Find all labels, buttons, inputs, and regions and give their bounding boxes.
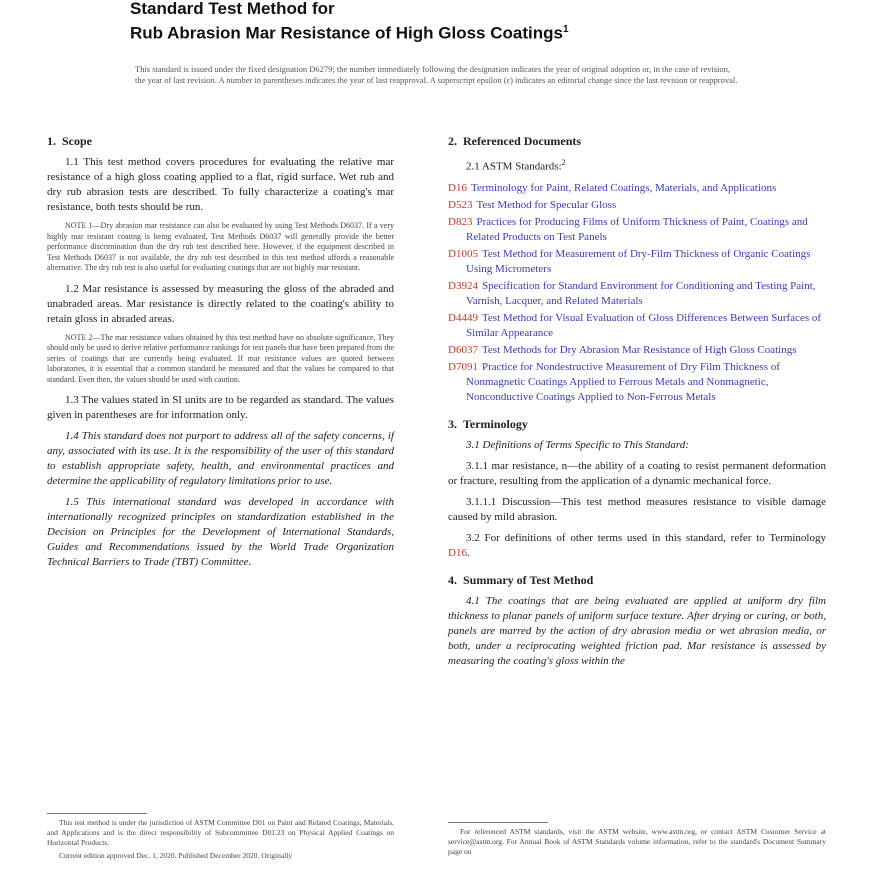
reference-code-link[interactable]: D16 bbox=[448, 181, 467, 194]
left-column bbox=[47, 134, 394, 576]
reference-title-link[interactable]: Practice for Nondestructive Measurement of Dry Film Thickness of Nonmagnetic Coatings Applied to Ferrous Metals and Nonmagnetic, Nonconductive Coatings Applied to Non-Ferrous Metals bbox=[466, 360, 780, 403]
footnote-rule-right bbox=[448, 822, 548, 823]
footnote-2: For referenced ASTM standards, visit the ASTM website, www.astm.org, or contact ASTM Customer Service at service@astm.org. For Annual Book of ASTM Standards volume information, refer to the standard's Document Summary page on bbox=[448, 827, 826, 856]
paragraph-3-1: 3.1 Definitions of Terms Specific to This Standard: bbox=[466, 438, 689, 451]
footnote-1-continued: Current edition approved Dec. 1, 2020. Published December 2020. Originally bbox=[59, 851, 293, 860]
note-2: NOTE 2—The mar resistance values obtained by this test method have no absolute significance. They should only be used to derive relative performance rankings for test panels that have been prepared from the series of coatings that are currently being evaluated. If mar resistance values are quoted between laboratories, it is essential that a common standard be measured and that the values be compared to that standard. Even then, the values should be used with caution. bbox=[47, 332, 394, 384]
reference-item bbox=[448, 181, 826, 196]
reference-item bbox=[448, 311, 826, 341]
reference-code-link[interactable]: D4449 bbox=[448, 311, 478, 324]
note-1: NOTE 1—Dry abrasion mar resistance can also be evaluated by using Test Methods D6037. If a very highly mar resistant coating is being evaluated, Test Methods D6037 will generally provide the better performance discrimination than the dry rub test described here. However, if the equipment described in Test Methods D6037 is not available, the dry rub test described in this test method affords a reasonable alternative. The dry rub test is also useful for evaluating coatings that are not highly mar resistant. bbox=[47, 221, 394, 272]
paragraph-1-3: 1.3 The values stated in SI units are to be regarded as standard. The values given in parentheses are for information only. bbox=[47, 394, 394, 421]
reference-item bbox=[448, 343, 826, 358]
reference-code-link[interactable]: D1005 bbox=[448, 247, 478, 260]
footnotes-left bbox=[47, 818, 394, 864]
designation-notice: This standard is issued under the fixed designation D6279; the number immediately following the designation indicates the year of original adoption or, in the case of revision, the year of last revision. A number in parentheses indicates the year of last reapproval. A superscript epsilon (ε) indicates an editorial change since the last revision or reapproval. bbox=[135, 64, 738, 85]
title-line-2: Rub Abrasion Mar Resistance of High Gloss Coatings$^1$ bbox=[130, 23, 569, 43]
section-heading-summary: 4. Summary of Test Method bbox=[448, 572, 594, 587]
reference-item bbox=[448, 279, 826, 309]
section-heading-terminology: 3. Terminology bbox=[448, 416, 528, 431]
section-heading-scope: 1. Scope bbox=[47, 134, 92, 148]
reference-item bbox=[448, 215, 826, 245]
reference-code-link[interactable]: D3924 bbox=[448, 279, 478, 292]
paragraph-1-1: 1.1 This test method covers procedures for evaluating the relative mar resistance of a high gloss coating applied to a flat, rigid surface. Wet rub and dry rub abrasion tests are described. To fully characterize a coating's mar resistance, both tests should be run. bbox=[47, 156, 394, 213]
reference-title-link[interactable]: Practices for Producing Films of Uniform Thickness of Paint, Coatings and Related Products on Test Panels bbox=[466, 215, 808, 243]
section-heading-referenced-documents: 2. Referenced Documents bbox=[448, 134, 582, 148]
right-column bbox=[448, 134, 826, 675]
paragraph-3-1-1-1: 3.1.1.1 Discussion—This test method measures resistance to visible damage caused by mild abrasion. bbox=[448, 495, 826, 523]
paragraph-1-5: 1.5 This international standard was developed in accordance with internationally recognized principles on standardization established in the Decision on Principles for the Development of International Standards, Guides and Recommendations issued by the World Trade Organization Technical Barriers to Trade (TBT) Committee. bbox=[47, 496, 394, 568]
reference-title-link[interactable]: Test Method for Specular Gloss bbox=[476, 198, 617, 211]
reference-item bbox=[448, 360, 826, 405]
reference-title-link[interactable]: Specification for Standard Environment for Conditioning and Testing Paint, Varnish, Lacquer, and Related Materials bbox=[466, 279, 816, 307]
reference-title-link[interactable]: Test Method for Visual Evaluation of Gloss Differences Between Surfaces of Similar Appearance bbox=[466, 311, 822, 339]
document-title bbox=[130, 0, 770, 46]
paragraph-3-1-1: 3.1.1 mar resistance, n—the ability of a coating to resist permanent deformation or fracture, resulting from the application of a dynamic mechanical force. bbox=[448, 459, 826, 487]
paragraph-4-1: 4.1 The coatings that are being evaluated are applied at uniform dry film thickness to planar panels of uniform surface texture. After drying or curing, or both, panels are marred by the action of dry abrasion media or wet abrasion media, or both, under a reciprocating weighted friction pad. Mar resistance is assessed by measuring the coating's gloss within the bbox=[448, 594, 826, 667]
reference-title-link[interactable]: Test Method for Measurement of Dry-Film Thickness of Organic Coatings Using Micrometers bbox=[466, 247, 811, 275]
footnote-1: This test method is under the jurisdiction of ASTM Committee D01 on Paint and Related Coatings, Materials, and Applications and is the direct responsibility of Subcommittee D01.23 on Physical Applied Coatings on Horizontal Products. bbox=[47, 818, 394, 847]
paragraph-3-2: 3.2 For definitions of other terms used in this standard, refer to Terminology D16. bbox=[448, 531, 826, 559]
reference-list bbox=[448, 181, 826, 405]
footnote-rule-left bbox=[47, 813, 147, 814]
reference-title-link[interactable]: Terminology for Paint, Related Coatings, Materials, and Applications bbox=[470, 181, 777, 194]
paragraph-2-1: 2.1 ASTM Standards:$^2$ bbox=[466, 158, 566, 173]
reference-code-link[interactable]: D823 bbox=[448, 215, 473, 228]
reference-code-link[interactable]: D523 bbox=[448, 198, 473, 211]
paragraph-1-2: 1.2 Mar resistance is assessed by measuring the gloss of the abraded and unabraded areas. Mar resistance is directly related to the coating's ability to retain gloss in abraded areas. bbox=[47, 282, 394, 325]
reference-code-link[interactable]: D6037 bbox=[448, 343, 478, 356]
footnotes-right bbox=[448, 827, 826, 860]
title-footnote-marker: 1 bbox=[562, 24, 569, 35]
reference-title-link[interactable]: Test Methods for Dry Abrasion Mar Resistance of High Gloss Coatings bbox=[481, 343, 797, 356]
link-d16[interactable]: D16 bbox=[448, 546, 467, 559]
paragraph-1-4: 1.4 This standard does not purport to address all of the safety concerns, if any, associated with its use. It is the responsibility of the user of this standard to establish appropriate safety, health, and environmental practices and determine the applicability of regulatory limitations prior to use. bbox=[47, 430, 394, 487]
title-line-1: Standard Test Method for bbox=[130, 0, 335, 18]
reference-item bbox=[448, 247, 826, 277]
reference-code-link[interactable]: D7091 bbox=[448, 360, 478, 373]
reference-item bbox=[448, 198, 826, 213]
